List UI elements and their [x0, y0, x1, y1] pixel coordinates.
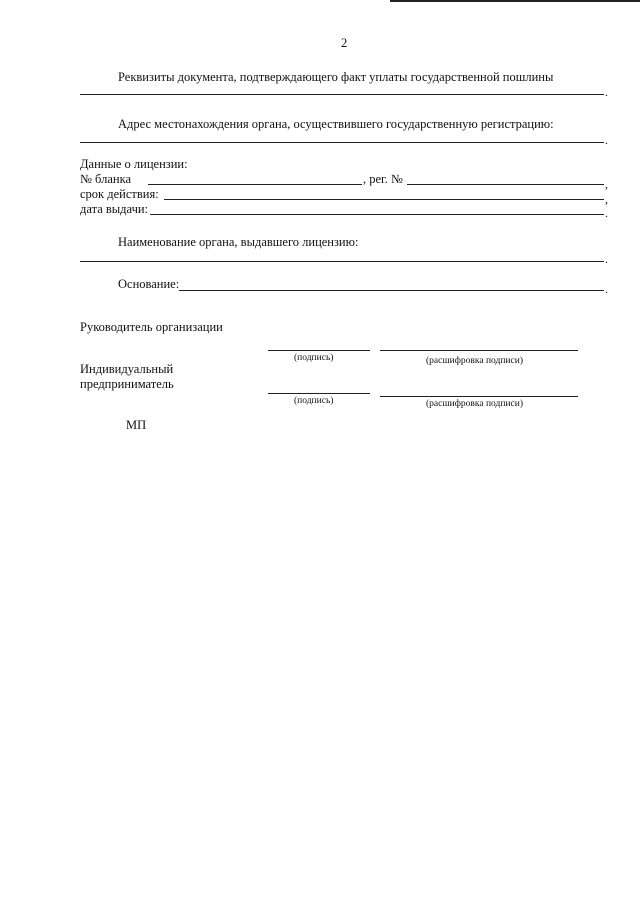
- address-field[interactable]: [80, 142, 604, 143]
- basis-label: Основание:: [118, 277, 180, 291]
- comma-mark: ,: [605, 192, 608, 206]
- issue-date-field[interactable]: [150, 214, 604, 215]
- comma-mark: ,: [605, 177, 608, 191]
- fee-requisites-label: Реквизиты документа, подтверждающего факт уплаты государственной пошлины: [118, 70, 554, 84]
- validity-field[interactable]: [164, 199, 604, 200]
- head-decoding-field[interactable]: [380, 350, 578, 351]
- blank-no-field[interactable]: [148, 184, 362, 185]
- period-mark: .: [605, 252, 608, 266]
- entrepreneur-label-line1: Индивидуальный: [80, 362, 174, 376]
- basis-field[interactable]: [179, 290, 604, 291]
- reg-no-label: , рег. №: [363, 172, 403, 186]
- blank-no-label: № бланка: [80, 172, 132, 186]
- signature-caption: (подпись): [294, 353, 334, 363]
- head-label: Руководитель организации: [80, 320, 223, 334]
- decoding-caption: (расшифровка подписи): [426, 399, 523, 409]
- signature-caption: (подпись): [294, 396, 334, 406]
- top-edge-line: [390, 0, 640, 2]
- issue-date-label: дата выдачи:: [80, 202, 149, 216]
- license-heading: Данные о лицензии:: [80, 157, 188, 171]
- entrepreneur-signature-field[interactable]: [268, 393, 370, 394]
- validity-label: срок действия:: [80, 187, 159, 201]
- issuer-field[interactable]: [80, 261, 604, 262]
- fee-requisites-field[interactable]: [80, 94, 604, 95]
- period-mark: .: [605, 206, 608, 220]
- entrepreneur-label-line2: предприниматель: [80, 377, 174, 391]
- decoding-caption: (расшифровка подписи): [426, 356, 523, 366]
- period-mark: .: [605, 282, 608, 296]
- issuer-label: Наименование органа, выдавшего лицензию:: [118, 235, 359, 249]
- stamp-label: МП: [126, 418, 147, 432]
- entrepreneur-decoding-field[interactable]: [380, 396, 578, 397]
- page-number: 2: [341, 36, 348, 50]
- period-mark: .: [605, 133, 608, 147]
- address-label: Адрес местонахождения органа, осуществившего государственную регистрацию:: [118, 117, 554, 131]
- head-signature-field[interactable]: [268, 350, 370, 351]
- reg-no-field[interactable]: [407, 184, 604, 185]
- period-mark: .: [605, 85, 608, 99]
